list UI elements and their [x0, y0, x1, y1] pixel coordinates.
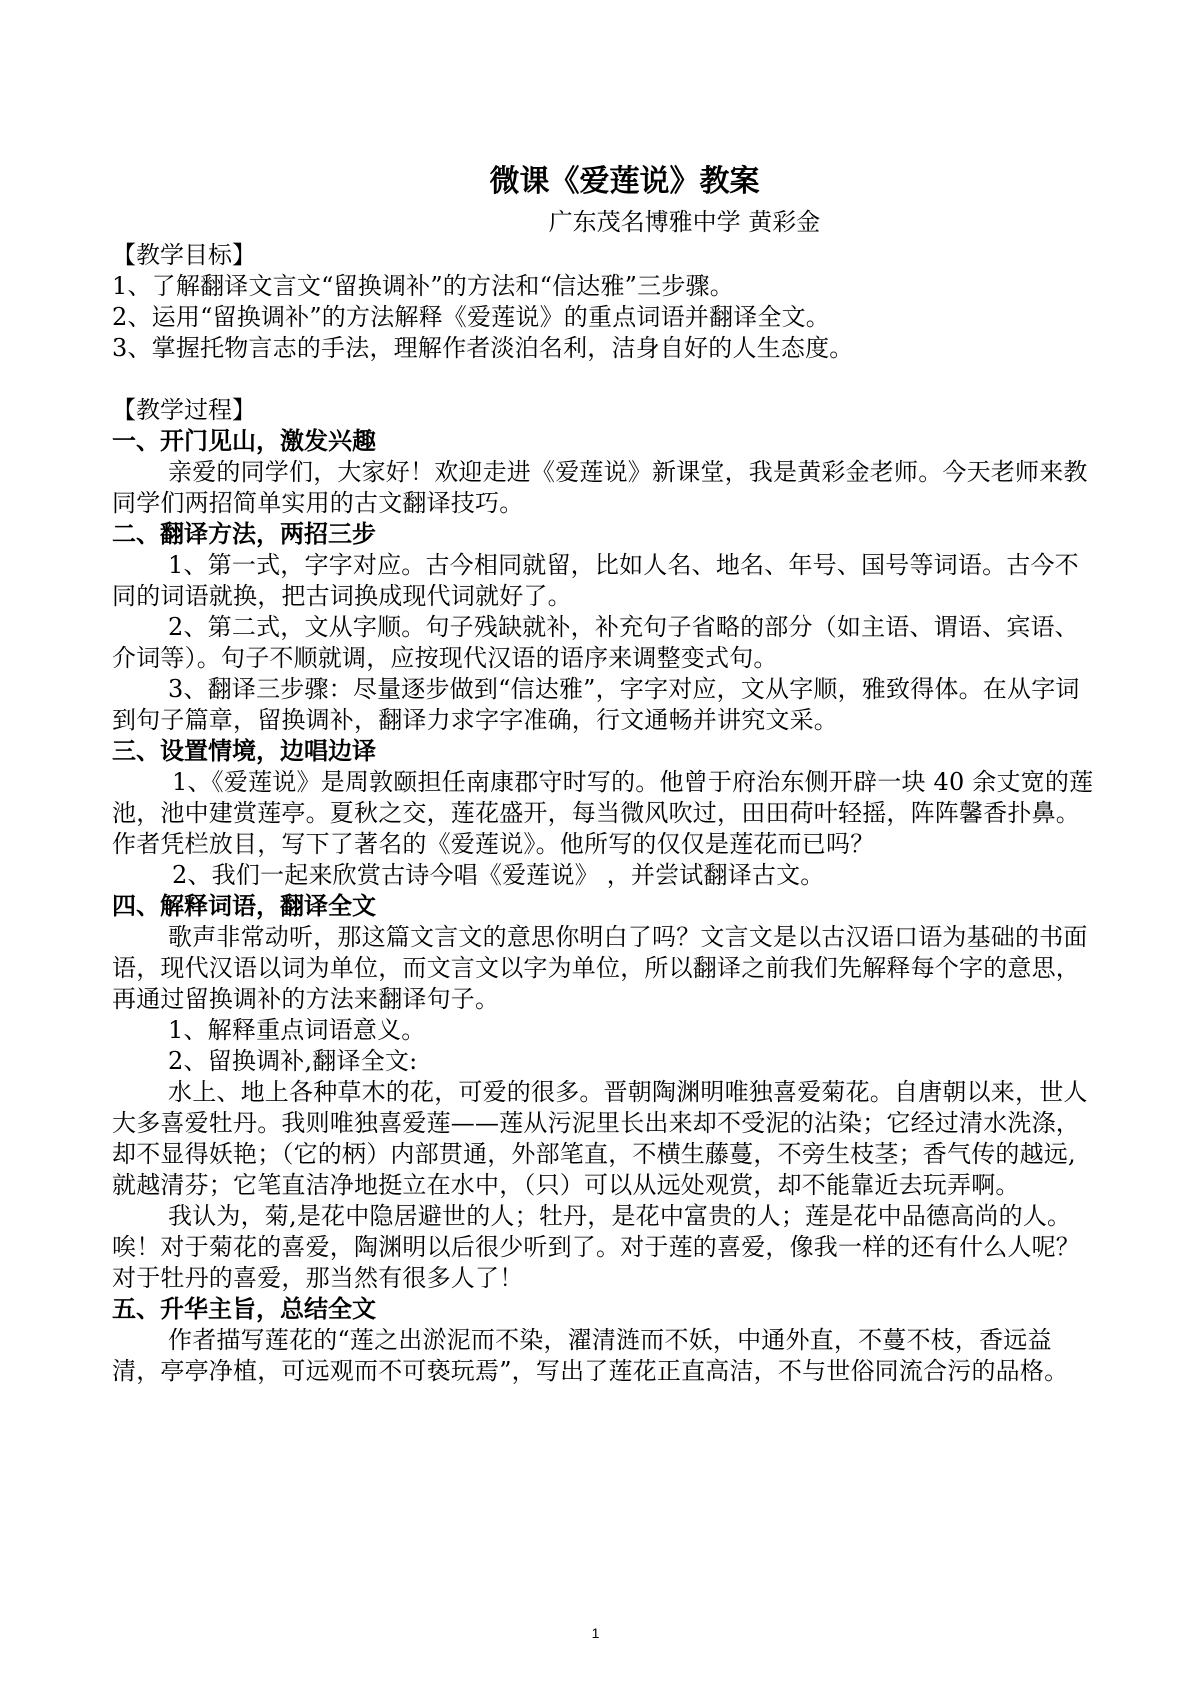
objectives-label: 【教学目标】 [112, 241, 256, 269]
body-paragraph: 亲爱的同学们，大家好！欢迎走进《爱莲说》新课堂，我是黄彩金老师。今天老师来教同学们两招简单实用的古文翻译技巧。 [112, 458, 1088, 517]
section-gap [112, 364, 1097, 395]
body-paragraph: 2、留换调补,翻译全文: [168, 1047, 418, 1075]
section-heading: 一、开门见山，激发兴趣 [112, 427, 376, 455]
objective-item: 1、了解翻译文言文“留换调补”的方法和“信达雅”三步骤。 [112, 272, 734, 300]
document-content [112, 160, 1097, 1387]
body-paragraph: 3、翻译三步骤：尽量逐步做到“信达雅”，字字对应，文从字顺，雅致得体。在从字词到句子篇章，留换调补，翻译力求字字准确，行文通畅并讲究文采。 [112, 675, 1080, 734]
document-title: 微课《爱莲说》教案 [489, 164, 760, 199]
body-paragraph: 水上、地上各种草木的花，可爱的很多。晋朝陶渊明唯独喜爱菊花。自唐朝以来，世人大多喜爱牡丹。我则唯独喜爱莲——莲从污泥里长出来却不受泥的沾染；它经过清水洗涤，却不显得妖艳；（它的柄）内部贯通，外部笔直，不横生藤蔓，不旁生枝茎；香气传的越远,就越清芬；它笔直洁净地挺立在水中，（只）可以从远处观赏，却不能靠近去玩弄啊。 [112, 1078, 1088, 1199]
section-heading: 三、设置情境，边唱边译 [112, 737, 376, 765]
objective-item: 2、运用“留换调补”的方法解释《爱莲说》的重点词语并翻译全文。 [112, 303, 831, 331]
document-author: 广东茂名博雅中学 黄彩金 [548, 208, 821, 236]
section-heading: 五、升华主旨，总结全文 [112, 1295, 376, 1323]
body-paragraph: 2、第二式，文从字顺。句子残缺就补，补充句子省略的部分（如主语、谓语、宾语、介词等）。句子不顺就调，应按现代汉语的语序来调整变式句。 [112, 613, 1079, 672]
body-paragraph: 作者描写莲花的“莲之出淤泥而不染，濯清涟而不妖，中通外直，不蔓不枝，香远益清，亭亭净植，可远观而不可亵玩焉”，写出了莲花正直高洁，不与世俗同流合污的品格。 [112, 1326, 1069, 1385]
body-paragraph: 歌声非常动听，那这篇文言文的意思你明白了吗？文言文是以古汉语口语为基础的书面语，现代汉语以词为单位，而文言文以字为单位，所以翻译之前我们先解释每个字的意思，再通过留换调补的方法来翻译句子。 [112, 923, 1088, 1013]
body-paragraph: 1、《爱莲说》是周敦颐担任南康郡守时写的。他曾于府治东侧开辟一块 40 余丈宽的莲池，池中建赏莲亭。夏秋之交，莲花盛开，每当微风吹过，田田荷叶轻摇，阵阵馨香扑鼻。作者凭栏放目，写下了著名的《爱莲说》。他所写的仅仅是莲花而已吗？ [112, 768, 1094, 858]
body-paragraph: 我认为，菊,是花中隐居避世的人；牡丹，是花中富贵的人；莲是花中品德高尚的人。唉！对于菊花的喜爱，陶渊明以后很少听到了。对于莲的喜爱，像我一样的还有什么人呢？对于牡丹的喜爱，那当然有很多人了！ [112, 1202, 1080, 1292]
page-number: 1 [591, 1625, 600, 1641]
body-paragraph: 1、第一式，字字对应。古今相同就留，比如人名、地名、年号、国号等词语。古今不同的词语就换，把古词换成现代词就好了。 [112, 551, 1079, 610]
section-heading: 四、解释词语，翻译全文 [112, 892, 376, 920]
process-label: 【教学过程】 [112, 396, 256, 424]
body-paragraph: 1、解释重点词语意义。 [168, 1016, 426, 1044]
body-paragraph: 2、我们一起来欣赏古诗今唱《爱莲说》 ，并尝试翻译古文。 [172, 861, 825, 889]
section-heading: 二、翻译方法，两招三步 [112, 520, 376, 548]
objective-item: 3、掌握托物言志的手法，理解作者淡泊名利，洁身自好的人生态度。 [112, 334, 854, 362]
